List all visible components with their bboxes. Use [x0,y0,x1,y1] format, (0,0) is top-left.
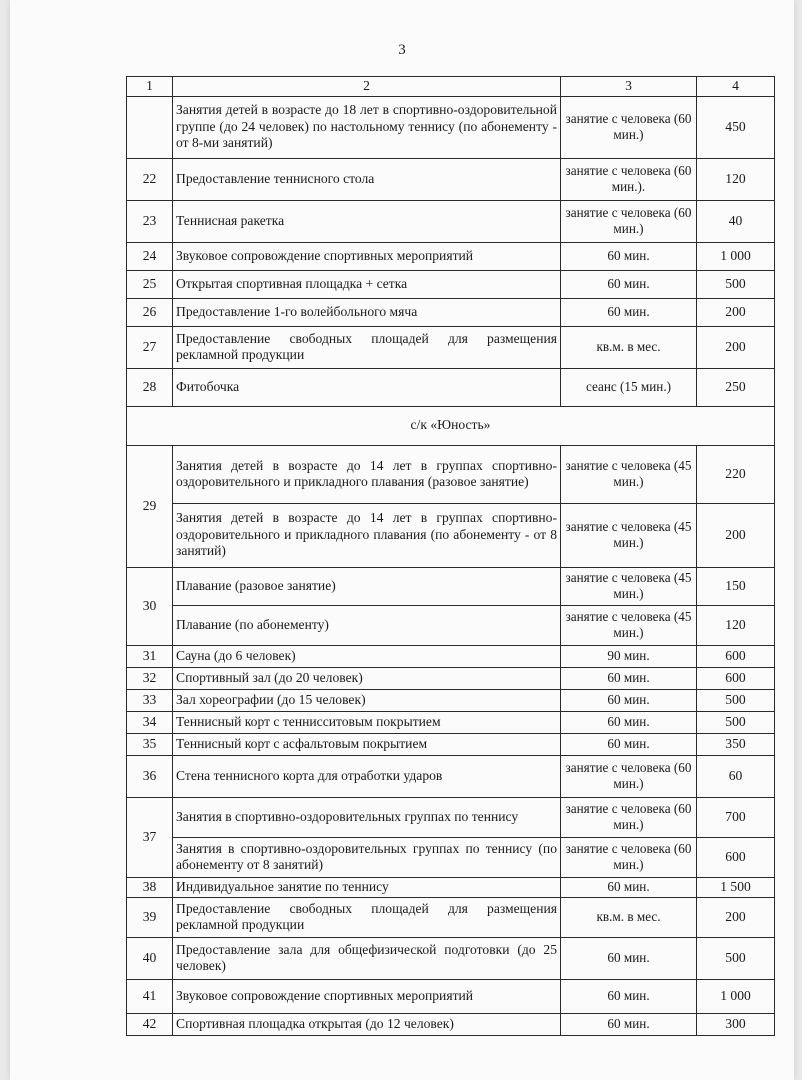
price-value: 220 [697,445,775,503]
service-description: Занятия в спортивно-оздоровительных группах по теннису (по абонементу от 8 занятий) [173,837,561,877]
table-row [127,667,775,689]
unit-of-measure: 60 мин. [561,298,697,326]
service-description: Плавание (разовое занятие) [173,567,561,605]
service-description: Теннисный корт с теннисситовым покрытием [173,711,561,733]
table-row [127,270,775,298]
unit-of-measure: занятие с человека (45 мин.) [561,567,697,605]
service-description: Занятия в спортивно-оздоровительных группах по теннису [173,797,561,837]
row-number: 35 [127,733,173,755]
unit-of-measure: 60 мин. [561,1013,697,1035]
row-number: 41 [127,979,173,1013]
row-number: 34 [127,711,173,733]
table-row [127,200,775,242]
table-row [127,368,775,406]
row-number: 28 [127,368,173,406]
service-description: Плавание (по абонементу) [173,605,561,645]
price-value: 120 [697,158,775,200]
row-number: 36 [127,755,173,797]
unit-of-measure: кв.м. в мес. [561,897,697,937]
table-row [127,755,775,797]
unit-of-measure: занятие с человека (60 мин.). [561,158,697,200]
price-value: 200 [697,298,775,326]
service-description: Звуковое сопровождение спортивных мероприятий [173,242,561,270]
table-row [127,689,775,711]
table-row [127,711,775,733]
document-page [10,0,794,1080]
table-row [127,298,775,326]
table-header-row [127,77,775,97]
price-table [126,76,775,1036]
table-row [127,605,775,645]
unit-of-measure: 60 мин. [561,937,697,979]
service-description: Предоставление зала для общефизической подготовки (до 25 человек) [173,937,561,979]
unit-of-measure: занятие с человека (45 мин.) [561,445,697,503]
row-number: 26 [127,298,173,326]
service-description: Фитобочка [173,368,561,406]
row-number: 42 [127,1013,173,1035]
service-description: Теннисный корт с асфальтовым покрытием [173,733,561,755]
table-row [127,96,775,158]
table-row [127,897,775,937]
table-row [127,797,775,837]
unit-of-measure: 60 мин. [561,242,697,270]
table-row [127,158,775,200]
row-number [127,96,173,158]
service-description: Стена теннисного корта для отработки ударов [173,755,561,797]
service-description: Теннисная ракетка [173,200,561,242]
table-row [127,326,775,368]
price-value: 1 000 [697,979,775,1013]
header-col-2: 2 [173,77,561,97]
row-number: 31 [127,645,173,667]
row-number: 40 [127,937,173,979]
table-row [127,242,775,270]
table-row [127,1013,775,1035]
header-col-4: 4 [697,77,775,97]
price-value: 1 000 [697,242,775,270]
price-value: 40 [697,200,775,242]
service-description: Сауна (до 6 человек) [173,645,561,667]
row-number: 32 [127,667,173,689]
table-row [127,645,775,667]
unit-of-measure: занятие с человека (60 мин.) [561,200,697,242]
unit-of-measure: 90 мин. [561,645,697,667]
row-number: 27 [127,326,173,368]
row-number: 22 [127,158,173,200]
page-number: 3 [398,42,406,58]
price-value: 300 [697,1013,775,1035]
price-value: 200 [697,503,775,567]
price-value: 250 [697,368,775,406]
service-description: Занятия детей в возрасте до 18 лет в спортивно-оздоровительной группе (до 24 человек) по настольному теннису (по абонементу - от 8-ми занятий) [173,96,561,158]
row-number: 25 [127,270,173,298]
row-number: 24 [127,242,173,270]
service-description: Занятия детей в возрасте до 14 лет в группах спортивно-оздоровительного и прикладного плавания (по абонементу - от 8 занятий) [173,503,561,567]
service-description: Спортивная площадка открытая (до 12 человек) [173,1013,561,1035]
header-col-3: 3 [561,77,697,97]
header-col-1: 1 [127,77,173,97]
service-description: Звуковое сопровождение спортивных мероприятий [173,979,561,1013]
service-description: Открытая спортивная площадка + сетка [173,270,561,298]
service-description: Предоставление 1-го волейбольного мяча [173,298,561,326]
price-value: 200 [697,326,775,368]
unit-of-measure: занятие с человека (60 мин.) [561,755,697,797]
row-number: 30 [127,567,173,645]
service-description: Индивидуальное занятие по теннису [173,877,561,897]
price-value: 450 [697,96,775,158]
row-number: 39 [127,897,173,937]
table-row [127,503,775,567]
table-row [127,445,775,503]
row-number: 23 [127,200,173,242]
price-value: 120 [697,605,775,645]
unit-of-measure: 60 мин. [561,979,697,1013]
price-value: 350 [697,733,775,755]
row-number: 37 [127,797,173,877]
price-value: 60 [697,755,775,797]
table-row [127,567,775,605]
price-value: 600 [697,667,775,689]
unit-of-measure: 60 мин. [561,689,697,711]
price-value: 500 [697,937,775,979]
service-description: Предоставление свободных площадей для размещения рекламной продукции [173,897,561,937]
price-value: 150 [697,567,775,605]
section-title: с/к «Юность» [127,406,775,445]
price-value: 600 [697,645,775,667]
row-number: 38 [127,877,173,897]
price-value: 200 [697,897,775,937]
table-row [127,877,775,897]
unit-of-measure: занятие с человека (45 мин.) [561,503,697,567]
price-value: 500 [697,689,775,711]
price-value: 1 500 [697,877,775,897]
row-number: 33 [127,689,173,711]
service-description: Занятия детей в возрасте до 14 лет в группах спортивно-оздоровительного и прикладного плавания (разовое занятие) [173,445,561,503]
table-row [127,937,775,979]
table-row [127,979,775,1013]
price-value: 500 [697,711,775,733]
unit-of-measure: занятие с человека (60 мин.) [561,837,697,877]
service-description: Зал хореографии (до 15 человек) [173,689,561,711]
unit-of-measure: кв.м. в мес. [561,326,697,368]
service-description: Спортивный зал (до 20 человек) [173,667,561,689]
unit-of-measure: 60 мин. [561,667,697,689]
section-row [127,406,775,445]
price-value: 700 [697,797,775,837]
service-description: Предоставление свободных площадей для размещения рекламной продукции [173,326,561,368]
unit-of-measure: занятие с человека (45 мин.) [561,605,697,645]
unit-of-measure: занятие с человека (60 мин.) [561,96,697,158]
unit-of-measure: 60 мин. [561,733,697,755]
unit-of-measure: 60 мин. [561,270,697,298]
unit-of-measure: 60 мин. [561,877,697,897]
row-number: 29 [127,445,173,567]
unit-of-measure: 60 мин. [561,711,697,733]
table-row [127,837,775,877]
unit-of-measure: занятие с человека (60 мин.) [561,797,697,837]
table-row [127,733,775,755]
service-description: Предоставление теннисного стола [173,158,561,200]
price-value: 500 [697,270,775,298]
unit-of-measure: сеанс (15 мин.) [561,368,697,406]
price-value: 600 [697,837,775,877]
